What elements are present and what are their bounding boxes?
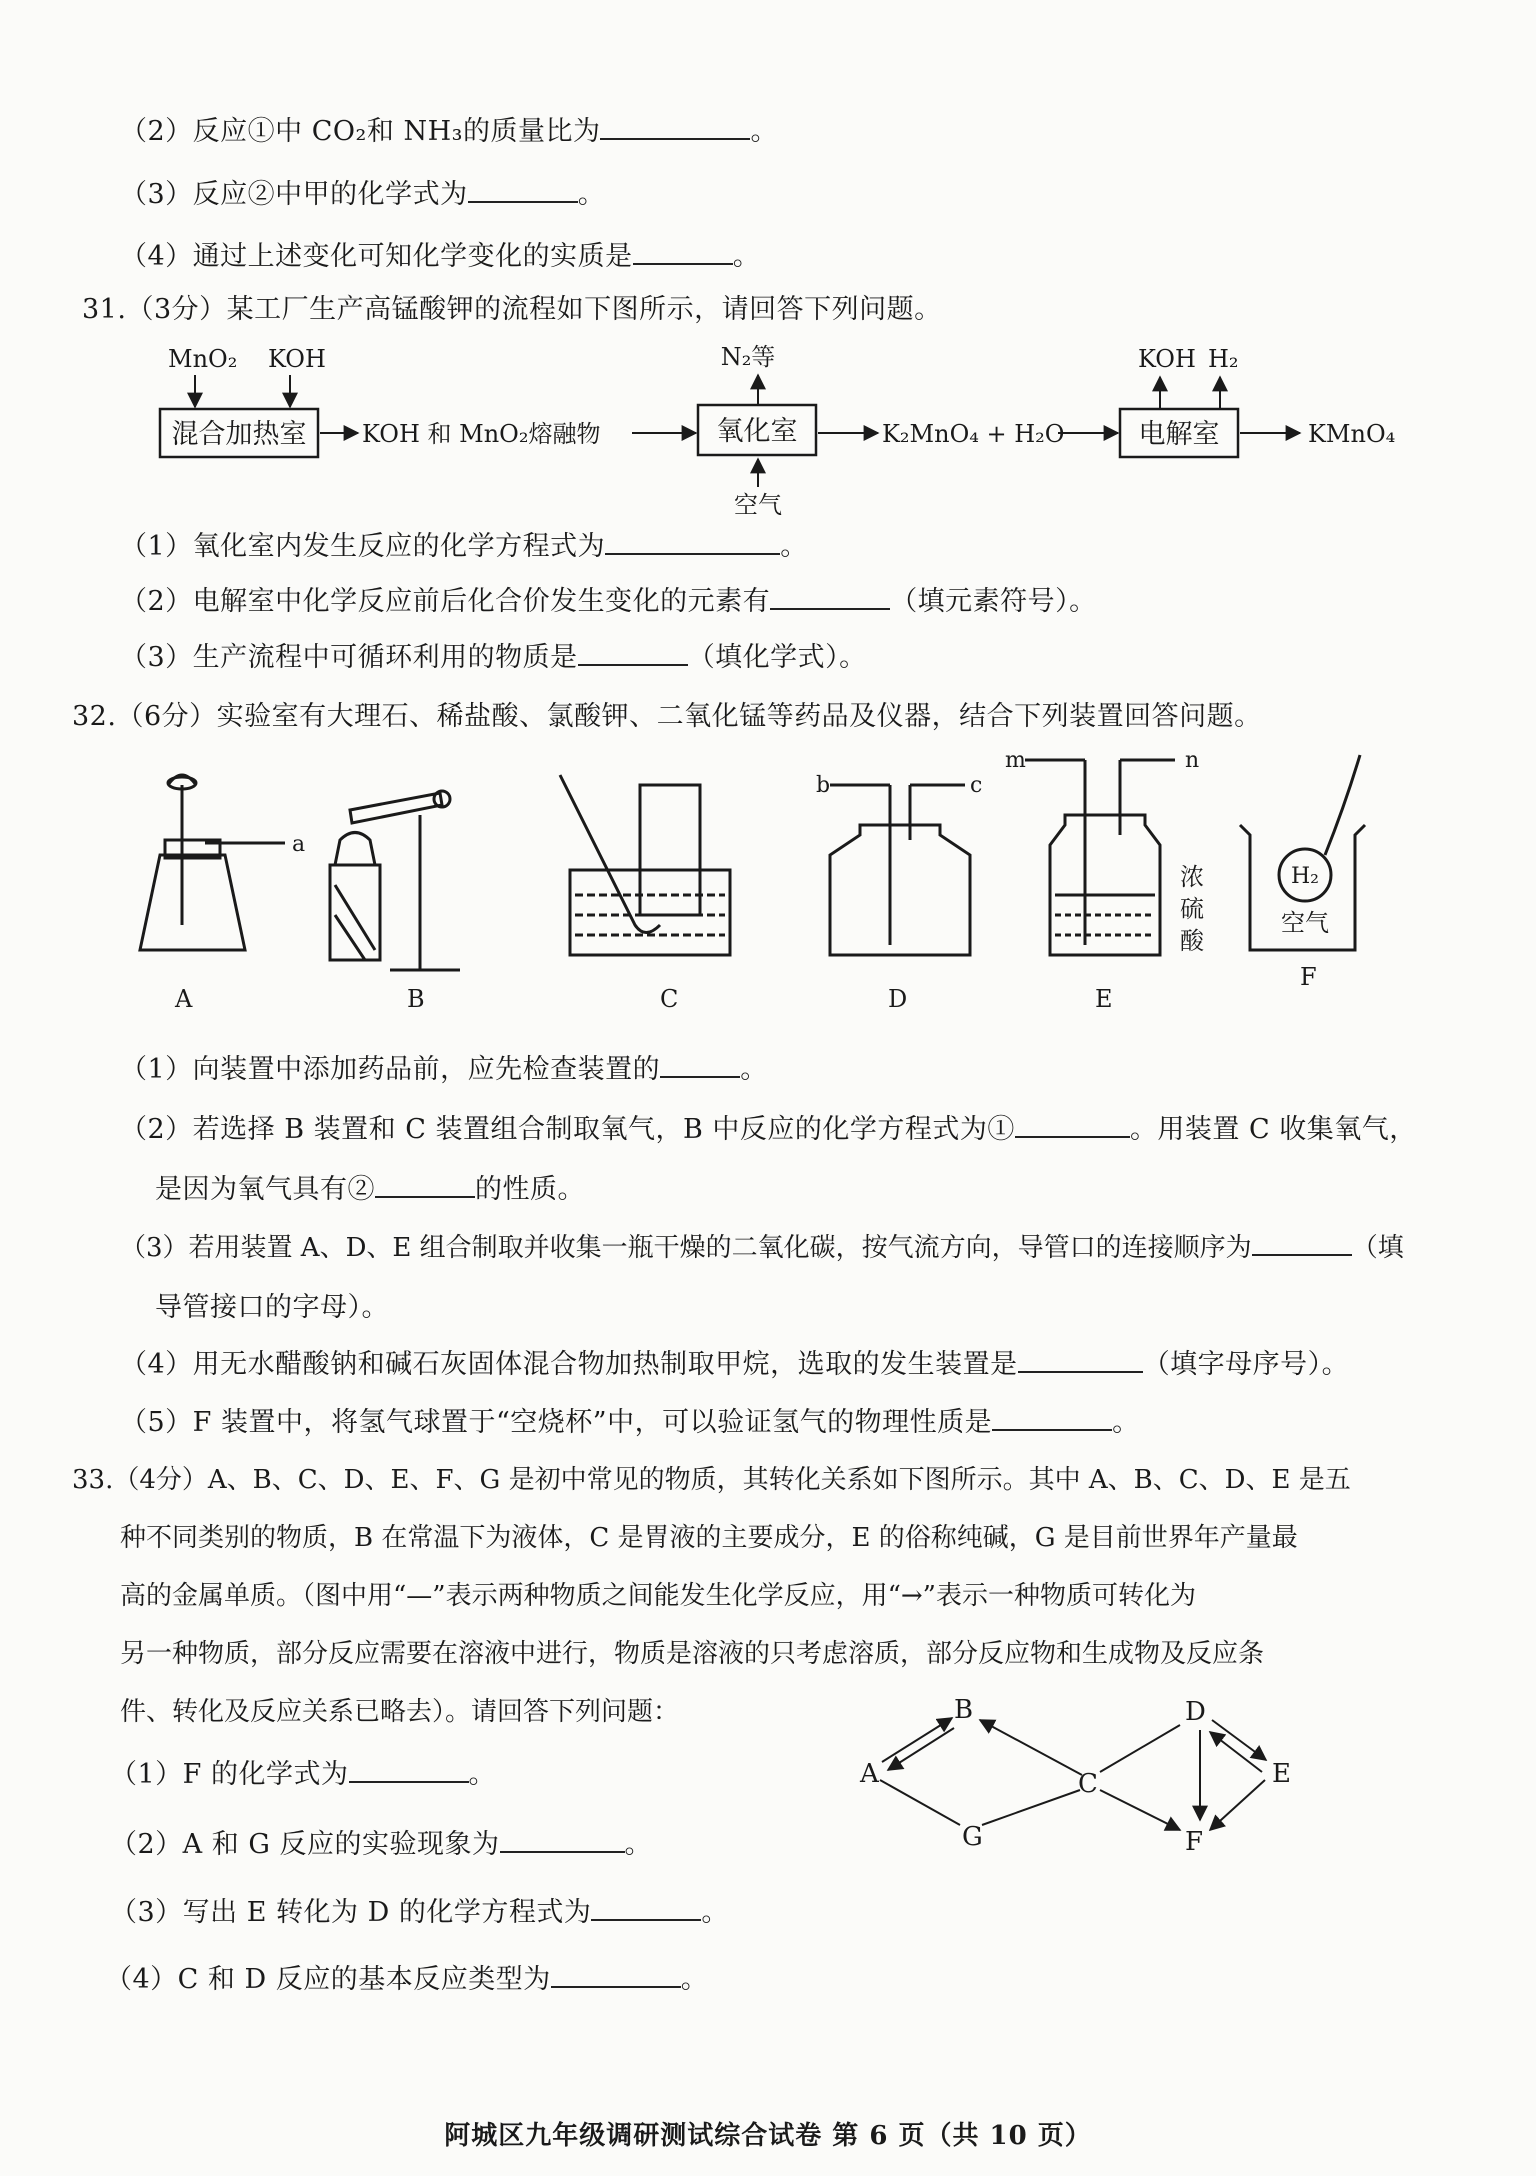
answer-blank[interactable] <box>770 582 890 610</box>
node-g: G <box>962 1822 983 1852</box>
answer-blank[interactable] <box>992 1403 1112 1431</box>
answer-blank[interactable] <box>633 237 733 265</box>
acid-label-1: 浓 <box>1180 863 1204 891</box>
answer-blank[interactable] <box>605 527 780 555</box>
answer-blank[interactable] <box>468 175 578 203</box>
flow-n2-label: N₂等 <box>720 343 776 371</box>
apparatus-b <box>330 791 460 970</box>
q32-part3-continued: 导管接口的字母）。 <box>155 1292 389 1323</box>
node-b: B <box>954 1695 974 1725</box>
flow-koh-in-label: KOH <box>268 345 326 373</box>
q32-part4: （4）用无水醋酸钠和碱石灰固体混合物加热制取甲烷，选取的发生装置是 （填字母序号）。 <box>120 1345 1349 1385</box>
acid-label-3: 酸 <box>1180 927 1204 955</box>
answer-blank[interactable] <box>1015 1110 1130 1138</box>
q33-part4: （4）C 和 D 反应的基本反应类型为 。 <box>105 1960 708 2000</box>
apparatus-c <box>560 775 730 955</box>
page-footer: 阿城区九年级调研测试综合试卷 第 6 页（共 10 页） <box>444 2121 1092 2151</box>
label-b-letter: B <box>407 985 425 1010</box>
q33-text-line4: 另一种物质，部分反应需要在溶液中进行，物质是溶液的只考虑溶质，部分反应物和生成物及反应条 <box>120 1639 1265 1669</box>
q32-heading: 32.（6分）实验室有大理石、稀盐酸、氯酸钾、二氧化锰等药品及仪器，结合下列装置回答问题。 <box>72 701 1262 732</box>
answer-blank[interactable] <box>600 112 750 140</box>
q32-part2: （2）若选择 B 装置和 C 装置组合制取氧气，B 中反应的化学方程式为① 。用装置 C 收集氧气， <box>120 1110 1417 1150</box>
q31-part1: （1）氧化室内发生反应的化学方程式为 。 <box>120 527 808 567</box>
q32-part2-continued: 是因为氧气具有② 的性质。 <box>155 1170 585 1210</box>
answer-blank[interactable] <box>375 1170 475 1198</box>
label-c-letter: C <box>660 985 679 1010</box>
q30-part3: （3）反应②中甲的化学式为 。 <box>120 175 605 215</box>
flow-intermediate2: K₂MnO₄ + H₂O <box>882 420 1065 448</box>
flow-box2-label: 氧化室 <box>716 416 798 447</box>
q33-text-line3: 高的金属单质。（图中用“—”表示两种物质之间能发生化学反应，用“→”表示一种物质可转化为 <box>120 1581 1196 1611</box>
q33-text-line1: 33.（4分）A、B、C、D、E、F、G 是初中常见的物质，其转化关系如下图所示。其中 A、B、C、D、E 是五 <box>72 1465 1351 1495</box>
answer-blank[interactable] <box>578 638 688 666</box>
port-c-label: c <box>970 773 983 798</box>
port-a-label: a <box>292 832 306 857</box>
flow-intermediate1: KOH 和 MnO₂熔融物 <box>362 420 601 448</box>
label-a-letter: A <box>175 985 193 1010</box>
q33-text-line5: 件、转化及反应关系已略去）。请回答下列问题： <box>120 1697 680 1727</box>
q31-part3: （3）生产流程中可循环利用的物质是 （填化学式）。 <box>120 638 867 678</box>
q33-text-line2: 种不同类别的物质，B 在常温下为液体，C 是胃液的主要成分，E 的俗称纯碱，G 是目前世界年产量最 <box>120 1523 1298 1553</box>
q31-heading: 31.（3分）某工厂生产高锰酸钾的流程如下图所示，请回答下列问题。 <box>82 294 942 325</box>
answer-blank[interactable] <box>1018 1345 1143 1373</box>
apparatus-e <box>1025 760 1175 955</box>
balloon-h2-label: H₂ <box>1290 864 1320 889</box>
q33-relation-diagram <box>850 1690 1330 1870</box>
flow-box3-label: 电解室 <box>1138 419 1220 450</box>
answer-blank[interactable] <box>591 1893 701 1921</box>
answer-blank[interactable] <box>500 1825 625 1853</box>
flow-h2-out-label: H₂ <box>1208 345 1239 373</box>
q33-part2: （2）A 和 G 反应的实验现象为 。 <box>110 1825 652 1865</box>
label-d-letter: D <box>888 985 908 1010</box>
flow-mno2-label: MnO₂ <box>168 345 238 373</box>
node-a: A <box>860 1759 879 1789</box>
q30-part4: （4）通过上述变化可知化学变化的实质是 。 <box>120 237 760 277</box>
node-c: C <box>1078 1769 1098 1799</box>
node-f: F <box>1185 1827 1204 1857</box>
q32-part3: （3）若用装置 A、D、E 组合制取并收集一瓶干燥的二氧化碳，按气流方向，导管口的连接顺序为 （填 <box>120 1228 1404 1268</box>
node-e: E <box>1272 1759 1291 1789</box>
port-b-label: b <box>816 773 831 798</box>
apparatus-a <box>140 775 285 950</box>
node-d: D <box>1185 1697 1206 1727</box>
answer-blank[interactable] <box>551 1960 681 1988</box>
answer-blank[interactable] <box>1252 1228 1352 1256</box>
q32-apparatus-figure <box>120 745 1420 1010</box>
port-n-label: n <box>1185 748 1200 773</box>
q33-part1: （1）F 的化学式为 。 <box>110 1755 496 1795</box>
apparatus-d <box>830 785 970 955</box>
answer-blank[interactable] <box>349 1755 469 1783</box>
port-m-label: m <box>1005 748 1026 773</box>
flow-box1-label: 混合加热室 <box>171 419 307 450</box>
q33-part3: （3）写出 E 转化为 D 的化学方程式为 。 <box>110 1893 729 1933</box>
acid-label-2: 硫 <box>1180 895 1204 923</box>
flow-product: KMnO₄ <box>1308 420 1396 448</box>
q30-part2: （2）反应①中 CO₂和 NH₃的质量比为 。 <box>120 112 778 152</box>
q32-part5: （5）F 装置中，将氢气球置于“空烧杯”中，可以验证氢气的物理性质是 。 <box>120 1403 1140 1443</box>
q32-part1: （1）向装置中添加药品前，应先检查装置的 。 <box>120 1050 768 1090</box>
beaker-air-label: 空气 <box>1281 909 1329 937</box>
q31-flow-diagram <box>140 335 1440 515</box>
q31-part2: （2）电解室中化学反应前后化合价发生变化的元素有 （填元素符号）。 <box>120 582 1097 622</box>
answer-blank[interactable] <box>660 1050 740 1078</box>
label-f-letter: F <box>1300 963 1317 991</box>
flow-air-label: 空气 <box>734 491 782 515</box>
flow-koh-out-label: KOH <box>1138 345 1196 373</box>
label-e-letter: E <box>1095 985 1113 1010</box>
